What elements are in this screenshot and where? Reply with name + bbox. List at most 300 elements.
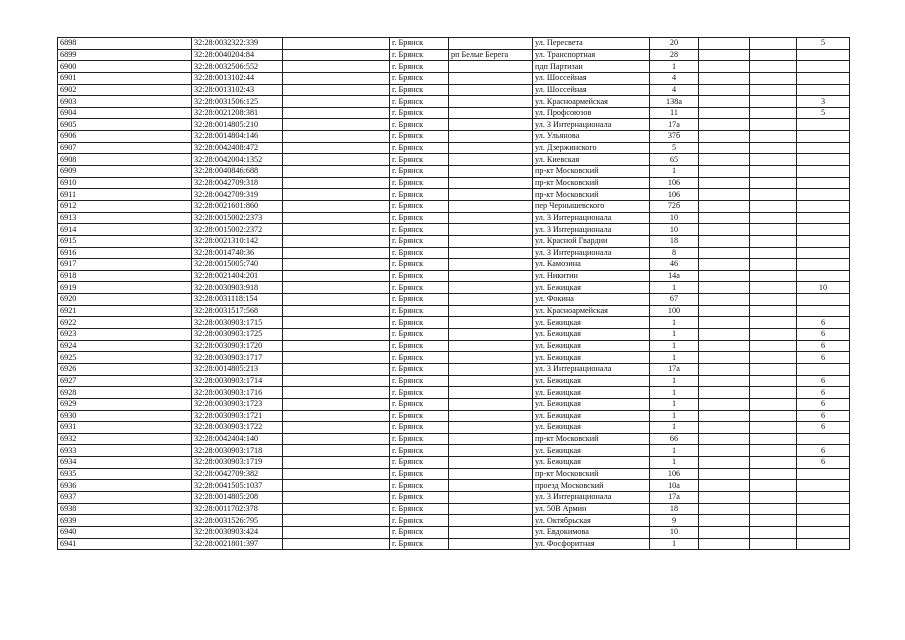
empty-cell xyxy=(750,282,797,294)
settlement xyxy=(449,200,533,212)
house-number: 1 xyxy=(650,387,699,399)
city: г. Брянск xyxy=(390,433,449,445)
row-number: 6902 xyxy=(58,84,192,96)
cadastral-number: 32:28:0041505:1037 xyxy=(192,480,283,492)
empty-cell xyxy=(699,480,750,492)
row-number: 6931 xyxy=(58,422,192,434)
settlement xyxy=(449,259,533,271)
street: проезд Московский xyxy=(533,480,650,492)
table-row xyxy=(58,491,850,503)
house-number: 17а xyxy=(650,119,699,131)
empty-cell xyxy=(283,72,390,84)
table-body xyxy=(58,38,850,550)
settlement xyxy=(449,224,533,236)
house-number: 5 xyxy=(650,142,699,154)
apartment-count: 6 xyxy=(797,398,850,410)
row-number: 6937 xyxy=(58,491,192,503)
empty-cell xyxy=(699,305,750,317)
house-number: 20 xyxy=(650,38,699,50)
apartment-count: 6 xyxy=(797,375,850,387)
empty-cell xyxy=(283,131,390,143)
house-number: 10 xyxy=(650,526,699,538)
table-row xyxy=(58,84,850,96)
table-row xyxy=(58,72,850,84)
street: ул. Дзержинского xyxy=(533,142,650,154)
city: г. Брянск xyxy=(390,375,449,387)
empty-cell xyxy=(750,398,797,410)
empty-cell xyxy=(699,212,750,224)
apartment-count xyxy=(797,480,850,492)
table-row xyxy=(58,410,850,422)
empty-cell xyxy=(699,119,750,131)
house-number: 10а xyxy=(650,480,699,492)
cadastral-number: 32:28:0014805:208 xyxy=(192,491,283,503)
row-number: 6912 xyxy=(58,200,192,212)
cadastral-number: 32:28:0021208:381 xyxy=(192,107,283,119)
cadastral-number: 32:28:0031118:154 xyxy=(192,294,283,306)
empty-cell xyxy=(283,270,390,282)
street: ул. Бежицкая xyxy=(533,329,650,341)
row-number: 6899 xyxy=(58,49,192,61)
cadastral-number: 32:28:0015002:2373 xyxy=(192,212,283,224)
table-row xyxy=(58,515,850,527)
settlement xyxy=(449,340,533,352)
apartment-count xyxy=(797,235,850,247)
city: г. Брянск xyxy=(390,515,449,527)
settlement xyxy=(449,526,533,538)
table-row xyxy=(58,433,850,445)
cadastral-number: 32:28:0013102:44 xyxy=(192,72,283,84)
street: ул. Бежицкая xyxy=(533,282,650,294)
empty-cell xyxy=(283,398,390,410)
settlement xyxy=(449,84,533,96)
empty-cell xyxy=(283,305,390,317)
cadastral-number: 32:28:0021601:860 xyxy=(192,200,283,212)
apartment-count xyxy=(797,503,850,515)
city: г. Брянск xyxy=(390,387,449,399)
empty-cell xyxy=(750,363,797,375)
apartment-count xyxy=(797,526,850,538)
table-row xyxy=(58,503,850,515)
empty-cell xyxy=(283,200,390,212)
empty-cell xyxy=(750,84,797,96)
empty-cell xyxy=(699,526,750,538)
empty-cell xyxy=(283,538,390,550)
settlement: рп Белые Берега xyxy=(449,49,533,61)
empty-cell xyxy=(750,154,797,166)
row-number: 6926 xyxy=(58,363,192,375)
empty-cell xyxy=(750,200,797,212)
empty-cell xyxy=(750,189,797,201)
city: г. Брянск xyxy=(390,317,449,329)
row-number: 6911 xyxy=(58,189,192,201)
city: г. Брянск xyxy=(390,247,449,259)
city: г. Брянск xyxy=(390,166,449,178)
cadastral-number: 32:28:0011702:378 xyxy=(192,503,283,515)
empty-cell xyxy=(699,200,750,212)
apartment-count xyxy=(797,119,850,131)
empty-cell xyxy=(699,131,750,143)
empty-cell xyxy=(283,387,390,399)
table-row xyxy=(58,294,850,306)
table-row xyxy=(58,177,850,189)
cadastral-number: 32:28:0014804:146 xyxy=(192,131,283,143)
row-number: 6939 xyxy=(58,515,192,527)
empty-cell xyxy=(699,363,750,375)
empty-cell xyxy=(750,235,797,247)
city: г. Брянск xyxy=(390,212,449,224)
cadastral-number: 32:28:0015005:740 xyxy=(192,259,283,271)
empty-cell xyxy=(283,142,390,154)
street: ул. Евдокимова xyxy=(533,526,650,538)
city: г. Брянск xyxy=(390,96,449,108)
apartment-count: 6 xyxy=(797,352,850,364)
apartment-count xyxy=(797,72,850,84)
city: г. Брянск xyxy=(390,410,449,422)
row-number: 6918 xyxy=(58,270,192,282)
settlement xyxy=(449,317,533,329)
street: ул. Профсоюзов xyxy=(533,107,650,119)
empty-cell xyxy=(750,468,797,480)
cadastral-number: 32:28:0030903:1718 xyxy=(192,445,283,457)
empty-cell xyxy=(699,177,750,189)
row-number: 6910 xyxy=(58,177,192,189)
cadastral-number: 32:28:0030903:1714 xyxy=(192,375,283,387)
house-number: 37б xyxy=(650,131,699,143)
house-number: 1 xyxy=(650,329,699,341)
cadastral-number: 32:28:0030903:1721 xyxy=(192,410,283,422)
table-row xyxy=(58,200,850,212)
house-number: 100 xyxy=(650,305,699,317)
table-row xyxy=(58,270,850,282)
row-number: 6927 xyxy=(58,375,192,387)
apartment-count: 6 xyxy=(797,329,850,341)
settlement xyxy=(449,422,533,434)
apartment-count xyxy=(797,433,850,445)
settlement xyxy=(449,166,533,178)
street: ул. Фокина xyxy=(533,294,650,306)
city: г. Брянск xyxy=(390,224,449,236)
house-number: 17а xyxy=(650,491,699,503)
street: ул. 50В Армин xyxy=(533,503,650,515)
cadastral-number: 32:28:0014805:210 xyxy=(192,119,283,131)
apartment-count xyxy=(797,61,850,73)
cadastral-number: 32:28:0030903:1723 xyxy=(192,398,283,410)
empty-cell xyxy=(283,457,390,469)
empty-cell xyxy=(283,61,390,73)
empty-cell xyxy=(699,340,750,352)
apartment-count xyxy=(797,200,850,212)
cadastral-number: 32:28:0031517:568 xyxy=(192,305,283,317)
settlement xyxy=(449,329,533,341)
house-number: 138а xyxy=(650,96,699,108)
cadastral-number: 32:28:0030903:918 xyxy=(192,282,283,294)
table-row xyxy=(58,457,850,469)
house-number: 1 xyxy=(650,340,699,352)
apartment-count xyxy=(797,212,850,224)
empty-cell xyxy=(750,329,797,341)
house-number: 14а xyxy=(650,270,699,282)
table-row xyxy=(58,398,850,410)
empty-cell xyxy=(699,166,750,178)
row-number: 6913 xyxy=(58,212,192,224)
house-number: 4 xyxy=(650,84,699,96)
city: г. Брянск xyxy=(390,445,449,457)
empty-cell xyxy=(750,107,797,119)
empty-cell xyxy=(699,294,750,306)
table-row xyxy=(58,282,850,294)
house-number: 17а xyxy=(650,363,699,375)
empty-cell xyxy=(750,317,797,329)
empty-cell xyxy=(283,84,390,96)
cadastral-number: 32:28:0040846:688 xyxy=(192,166,283,178)
house-number: 18 xyxy=(650,235,699,247)
settlement xyxy=(449,235,533,247)
city: г. Брянск xyxy=(390,468,449,480)
cadastral-number: 32:28:0042408:472 xyxy=(192,142,283,154)
street: ул. Бежицкая xyxy=(533,352,650,364)
table-row xyxy=(58,49,850,61)
street: ул. Бежицкая xyxy=(533,387,650,399)
city: г. Брянск xyxy=(390,270,449,282)
apartment-count: 6 xyxy=(797,317,850,329)
empty-cell xyxy=(699,107,750,119)
settlement xyxy=(449,387,533,399)
empty-cell xyxy=(750,515,797,527)
empty-cell xyxy=(283,329,390,341)
empty-cell xyxy=(699,375,750,387)
table-row xyxy=(58,468,850,480)
row-number: 6900 xyxy=(58,61,192,73)
row-number: 6941 xyxy=(58,538,192,550)
house-number: 1 xyxy=(650,422,699,434)
apartment-count xyxy=(797,224,850,236)
apartment-count xyxy=(797,84,850,96)
settlement xyxy=(449,119,533,131)
table-row xyxy=(58,224,850,236)
apartment-count xyxy=(797,131,850,143)
empty-cell xyxy=(283,38,390,50)
house-number: 1 xyxy=(650,317,699,329)
cadastral-number: 32:28:0042004:1352 xyxy=(192,154,283,166)
row-number: 6906 xyxy=(58,131,192,143)
table-row xyxy=(58,538,850,550)
cadastral-number: 32:28:0030903:1716 xyxy=(192,387,283,399)
empty-cell xyxy=(699,410,750,422)
table-row xyxy=(58,107,850,119)
city: г. Брянск xyxy=(390,177,449,189)
table-row xyxy=(58,131,850,143)
row-number: 6907 xyxy=(58,142,192,154)
cadastral-number: 32:28:0015002:2372 xyxy=(192,224,283,236)
empty-cell xyxy=(283,317,390,329)
empty-cell xyxy=(283,166,390,178)
row-number: 6901 xyxy=(58,72,192,84)
street: пдп Партизан xyxy=(533,61,650,73)
street: ул. Никитин xyxy=(533,270,650,282)
empty-cell xyxy=(699,84,750,96)
street: ул. Красноармейская xyxy=(533,96,650,108)
city: г. Брянск xyxy=(390,352,449,364)
house-number: 28 xyxy=(650,49,699,61)
street: пр-кт Московский xyxy=(533,166,650,178)
street: ул. 3 Интернационала xyxy=(533,212,650,224)
apartment-count xyxy=(797,49,850,61)
cadastral-number: 32:28:0013102:43 xyxy=(192,84,283,96)
row-number: 6915 xyxy=(58,235,192,247)
empty-cell xyxy=(750,445,797,457)
empty-cell xyxy=(699,515,750,527)
empty-cell xyxy=(750,422,797,434)
row-number: 6933 xyxy=(58,445,192,457)
city: г. Брянск xyxy=(390,329,449,341)
house-number: 1 xyxy=(650,457,699,469)
city: г. Брянск xyxy=(390,72,449,84)
empty-cell xyxy=(750,270,797,282)
apartment-count: 6 xyxy=(797,410,850,422)
cadastral-number: 32:28:0040204:84 xyxy=(192,49,283,61)
apartment-count xyxy=(797,363,850,375)
street: ул. Красной Гвардии xyxy=(533,235,650,247)
empty-cell xyxy=(283,363,390,375)
empty-cell xyxy=(750,457,797,469)
settlement xyxy=(449,457,533,469)
street: ул. Шоссейная xyxy=(533,72,650,84)
empty-cell xyxy=(750,72,797,84)
city: г. Брянск xyxy=(390,282,449,294)
apartment-count xyxy=(797,468,850,480)
empty-cell xyxy=(699,142,750,154)
table-row xyxy=(58,166,850,178)
house-number: 4 xyxy=(650,72,699,84)
house-number: 66 xyxy=(650,433,699,445)
row-number: 6916 xyxy=(58,247,192,259)
house-number: 1 xyxy=(650,398,699,410)
street: ул. Красноармейская xyxy=(533,305,650,317)
table-row xyxy=(58,305,850,317)
empty-cell xyxy=(283,491,390,503)
settlement xyxy=(449,154,533,166)
apartment-count: 10 xyxy=(797,282,850,294)
empty-cell xyxy=(750,375,797,387)
row-number: 6940 xyxy=(58,526,192,538)
row-number: 6929 xyxy=(58,398,192,410)
city: г. Брянск xyxy=(390,49,449,61)
apartment-count xyxy=(797,189,850,201)
apartment-count: 3 xyxy=(797,96,850,108)
empty-cell xyxy=(699,270,750,282)
cadastral-number: 32:28:0031526:795 xyxy=(192,515,283,527)
cadastral-number: 32:28:0014805:213 xyxy=(192,363,283,375)
street: ул. Бежицкая xyxy=(533,457,650,469)
empty-cell xyxy=(699,235,750,247)
city: г. Брянск xyxy=(390,84,449,96)
row-number: 6922 xyxy=(58,317,192,329)
empty-cell xyxy=(699,317,750,329)
empty-cell xyxy=(750,96,797,108)
empty-cell xyxy=(283,282,390,294)
apartment-count: 6 xyxy=(797,445,850,457)
cadastral-number: 32:28:0030903:1720 xyxy=(192,340,283,352)
house-number: 1 xyxy=(650,375,699,387)
settlement xyxy=(449,398,533,410)
street: пр-кт Московский xyxy=(533,433,650,445)
settlement xyxy=(449,38,533,50)
empty-cell xyxy=(699,503,750,515)
city: г. Брянск xyxy=(390,457,449,469)
table-row xyxy=(58,61,850,73)
settlement xyxy=(449,96,533,108)
city: г. Брянск xyxy=(390,363,449,375)
empty-cell xyxy=(699,154,750,166)
empty-cell xyxy=(750,61,797,73)
apartment-count xyxy=(797,294,850,306)
cadastral-number: 32:28:0030903:424 xyxy=(192,526,283,538)
empty-cell xyxy=(283,294,390,306)
settlement xyxy=(449,491,533,503)
table-row xyxy=(58,247,850,259)
cadastral-number: 32:28:0021404:201 xyxy=(192,270,283,282)
empty-cell xyxy=(699,329,750,341)
city: г. Брянск xyxy=(390,305,449,317)
settlement xyxy=(449,282,533,294)
empty-cell xyxy=(699,445,750,457)
settlement xyxy=(449,294,533,306)
apartment-count xyxy=(797,515,850,527)
city: г. Брянск xyxy=(390,119,449,131)
table-row xyxy=(58,445,850,457)
empty-cell xyxy=(699,422,750,434)
city: г. Брянск xyxy=(390,340,449,352)
table-row xyxy=(58,363,850,375)
empty-cell xyxy=(283,468,390,480)
apartment-count: 6 xyxy=(797,387,850,399)
table-row xyxy=(58,142,850,154)
row-number: 6938 xyxy=(58,503,192,515)
cadastral-number: 32:28:0030903:1719 xyxy=(192,457,283,469)
apartment-count xyxy=(797,247,850,259)
empty-cell xyxy=(750,503,797,515)
empty-cell xyxy=(283,107,390,119)
row-number: 6909 xyxy=(58,166,192,178)
city: г. Брянск xyxy=(390,503,449,515)
apartment-count: 5 xyxy=(797,107,850,119)
apartment-count xyxy=(797,166,850,178)
apartment-count xyxy=(797,259,850,271)
city: г. Брянск xyxy=(390,154,449,166)
settlement xyxy=(449,177,533,189)
apartment-count xyxy=(797,491,850,503)
cadastral-number: 32:28:0042709:318 xyxy=(192,177,283,189)
street: ул. Камозина xyxy=(533,259,650,271)
table-row xyxy=(58,38,850,50)
house-number: 9 xyxy=(650,515,699,527)
settlement xyxy=(449,538,533,550)
cadastral-number: 32:28:0021310:142 xyxy=(192,235,283,247)
city: г. Брянск xyxy=(390,38,449,50)
row-number: 6914 xyxy=(58,224,192,236)
table-row xyxy=(58,154,850,166)
table-row xyxy=(58,96,850,108)
city: г. Брянск xyxy=(390,189,449,201)
empty-cell xyxy=(750,38,797,50)
empty-cell xyxy=(750,305,797,317)
street: ул. Фосфоритная xyxy=(533,538,650,550)
empty-cell xyxy=(283,212,390,224)
apartment-count xyxy=(797,270,850,282)
empty-cell xyxy=(750,352,797,364)
city: г. Брянск xyxy=(390,491,449,503)
